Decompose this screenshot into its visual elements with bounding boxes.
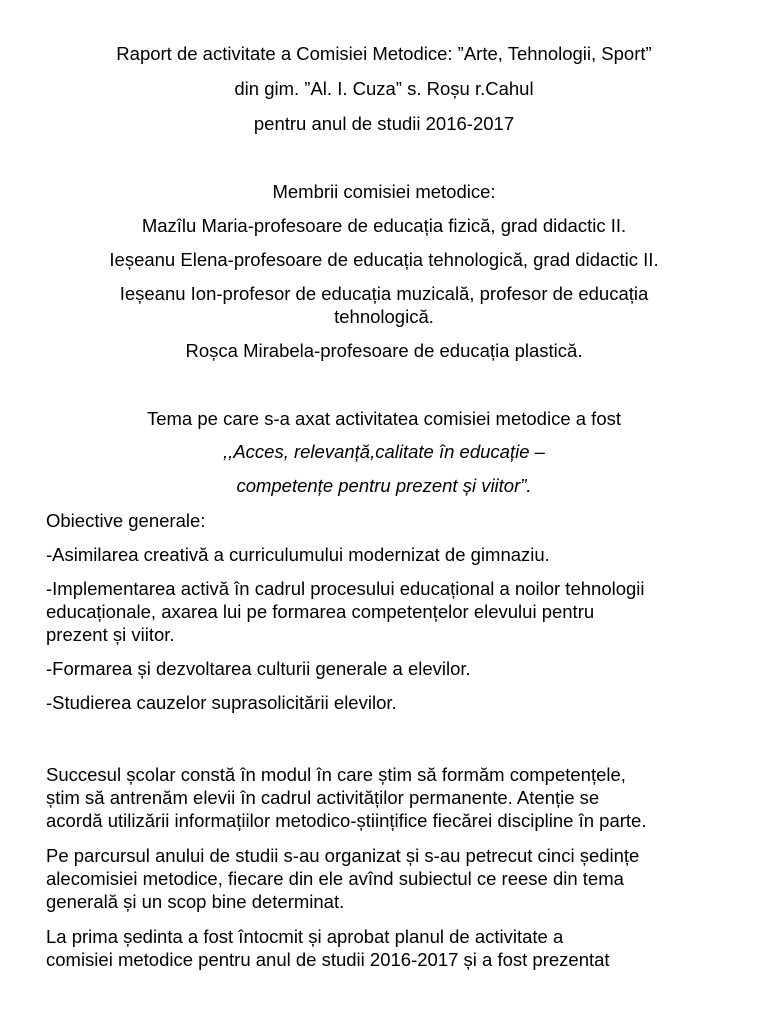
objective-item-3: -Formarea și dezvoltarea culturii generale a elevilor. bbox=[46, 658, 471, 679]
objective-item-4: -Studierea cauzelor suprasolicitării elevilor. bbox=[46, 692, 397, 713]
theme-line-1: ,,Acces, relevanță,calitate în educație – bbox=[223, 441, 545, 462]
member-line-1: Mazîlu Maria-profesoare de educația fizică, grad didactic II. bbox=[141, 215, 627, 236]
member-line-3b: tehnologică. bbox=[334, 306, 434, 327]
paragraph-2-line-1: Pe parcursul anului de studii s-au organizat și s-au petrecut cinci ședințe bbox=[46, 845, 640, 866]
objective-item-2a: -Implementarea activă în cadrul procesului educațional a noilor tehnologii bbox=[46, 578, 645, 599]
objectives-heading: Obiective generale: bbox=[46, 510, 206, 531]
paragraph-3-line-1: La prima ședinta a fost întocmit și aprobat planul de activitate a bbox=[46, 926, 564, 947]
theme-intro: Tema pe care s-a axat activitatea comisiei metodice a fost bbox=[146, 408, 622, 429]
paragraph-2-line-3: generală și un scop bine determinat. bbox=[46, 891, 345, 912]
report-title-line-2: din gim. ”Al. I. Cuza” s. Roșu r.Cahul bbox=[234, 78, 534, 99]
member-line-3a: Ieșeanu Ion-profesor de educația muzicală, profesor de educația bbox=[119, 283, 649, 304]
objective-item-2b: educaționale, axarea lui pe formarea competențelor elevului pentru bbox=[46, 601, 595, 622]
report-title-line-3: pentru anul de studii 2016-2017 bbox=[253, 113, 515, 134]
theme-line-2: competențe pentru prezent și viitor”. bbox=[236, 475, 532, 496]
paragraph-1-line-2: știm să antrenăm elevii în cadrul activităților permanente. Atenție se bbox=[46, 787, 600, 808]
member-line-4: Roșca Mirabela-profesoare de educația plastică. bbox=[185, 340, 583, 361]
paragraph-3-line-2: comisiei metodice pentru anul de studii 2016-2017 și a fost prezentat bbox=[46, 949, 610, 970]
members-heading: Membrii comisiei metodice: bbox=[272, 181, 496, 202]
paragraph-1-line-3: acordă utilizării informațiilor metodico-științifice fiecărei discipline în parte. bbox=[46, 810, 647, 831]
objective-item-2c: prezent și viitor. bbox=[46, 624, 175, 645]
paragraph-2-line-2: alecomisiei metodice, fiecare din ele avînd subiectul ce reese din tema bbox=[46, 868, 624, 889]
paragraph-1-line-1: Succesul școlar constă în modul în care știm să formăm competențele, bbox=[46, 764, 626, 785]
report-title-line-1: Raport de activitate a Comisiei Metodice: ”Arte, Tehnologii, Sport” bbox=[116, 43, 652, 64]
objective-item-1: -Asimilarea creativă a curriculumului modernizat de gimnaziu. bbox=[46, 544, 550, 565]
member-line-2: Ieșeanu Elena-profesoare de educația tehnologică, grad didactic II. bbox=[109, 249, 659, 270]
